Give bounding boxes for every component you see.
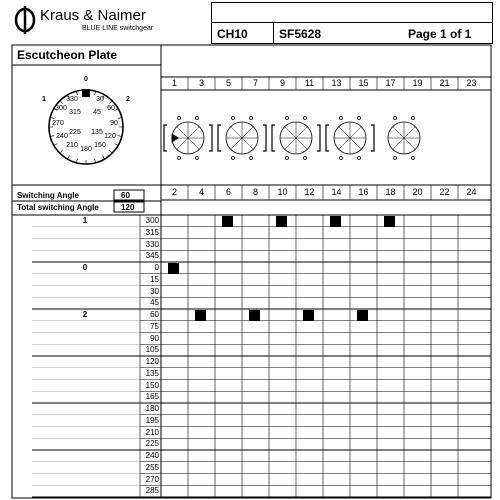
contact-bottom-number: 4 xyxy=(198,187,204,197)
brand-name: Kraus & Naimer xyxy=(40,7,146,24)
row-angle: 345 xyxy=(145,251,159,261)
row-angle: 255 xyxy=(145,462,159,472)
dial-angle-label: 270 xyxy=(52,120,64,127)
contact-top-number: 1 xyxy=(171,78,177,88)
dial-position-label: 1 xyxy=(42,96,46,103)
row-angle: 120 xyxy=(145,357,159,366)
contact-closed-mark xyxy=(384,216,395,227)
dial-angle-label: 150 xyxy=(94,142,106,149)
contact-closed-mark xyxy=(195,310,206,321)
row-angle: 165 xyxy=(145,392,159,402)
cam-deck-diagram xyxy=(164,117,212,160)
row-angle: 315 xyxy=(145,227,159,237)
row-angle: 75 xyxy=(150,321,159,331)
switching-angle-label: Switching Angle xyxy=(17,191,79,200)
row-angle: 210 xyxy=(145,427,159,437)
contact-closed-mark xyxy=(330,216,341,227)
dial-angle-label: 90 xyxy=(110,120,118,127)
contact-closed-mark xyxy=(168,263,179,274)
contact-bottom-number: 16 xyxy=(358,187,369,197)
contact-bottom-number: 14 xyxy=(331,187,342,197)
row-position: 2 xyxy=(82,310,88,319)
contact-top-number: 23 xyxy=(466,78,477,88)
contact-top-number: 19 xyxy=(412,78,423,88)
total-switching-value: 120 xyxy=(121,203,135,212)
row-angle: 270 xyxy=(145,474,159,484)
cam-deck-diagram xyxy=(388,117,420,160)
cam-deck-diagram xyxy=(326,117,374,160)
brand-tagline: BLUE LINE switchgear xyxy=(82,25,154,32)
row-angle: 15 xyxy=(150,274,159,284)
cam-deck-diagram xyxy=(218,117,266,160)
row-angle: 45 xyxy=(150,298,159,308)
row-angle: 225 xyxy=(145,439,159,449)
contact-closed-mark xyxy=(222,216,233,227)
contact-bottom-number: 22 xyxy=(439,187,450,197)
contact-top-number: 3 xyxy=(198,78,204,88)
escutcheon-title: Escutcheon Plate xyxy=(17,48,118,62)
dial-angle-label: 135 xyxy=(91,129,103,136)
contact-bottom-number: 20 xyxy=(412,187,423,197)
contact-closed-mark xyxy=(357,310,368,321)
dial-angle-label: 315 xyxy=(69,109,81,116)
contact-bottom-number: 8 xyxy=(252,187,258,197)
contact-top-number: 7 xyxy=(252,78,258,88)
cam-deck-diagram xyxy=(272,117,320,160)
dial-angle-label: 210 xyxy=(66,142,78,149)
contact-top-number: 17 xyxy=(385,78,396,88)
contact-top-number: 9 xyxy=(279,78,285,88)
dial-angle-label: 300 xyxy=(55,105,67,112)
contact-top-number: 15 xyxy=(358,78,369,88)
contact-bottom-number: 2 xyxy=(171,187,177,197)
contact-bottom-number: 24 xyxy=(466,187,477,197)
dial-angle-label: 180 xyxy=(80,146,92,153)
row-angle: 150 xyxy=(145,380,159,390)
contact-top-number: 11 xyxy=(304,78,315,88)
contact-top-number: 5 xyxy=(225,78,231,88)
dial-angle-label: 60 xyxy=(107,105,115,112)
dial-angle-label: 45 xyxy=(93,109,101,116)
header-page: Page 1 of 1 xyxy=(408,27,472,41)
header-part: SF5628 xyxy=(279,27,322,41)
row-angle: 180 xyxy=(145,404,159,413)
contact-bottom-number: 18 xyxy=(385,187,396,197)
dial-angle-label: 30 xyxy=(96,96,104,103)
row-angle: 285 xyxy=(145,486,159,496)
contact-bottom-number: 6 xyxy=(225,187,231,197)
contact-bottom-number: 10 xyxy=(277,187,288,197)
header-code: CH10 xyxy=(217,27,248,41)
dial-angle-label: 330 xyxy=(66,96,78,103)
contact-closed-mark xyxy=(303,310,314,321)
row-angle: 60 xyxy=(150,310,159,319)
switching-angle-value: 60 xyxy=(121,191,130,200)
contact-closed-mark xyxy=(276,216,287,227)
dial-position-label: 2 xyxy=(126,96,130,103)
row-angle: 240 xyxy=(145,451,159,460)
total-switching-label: Total switching Angle xyxy=(17,203,99,212)
row-angle: 105 xyxy=(145,345,159,355)
row-angle: 90 xyxy=(150,333,159,343)
row-angle: 0 xyxy=(154,263,159,272)
dial-angle-label: 240 xyxy=(56,133,68,140)
contact-top-number: 13 xyxy=(331,78,342,88)
row-position: 1 xyxy=(82,216,88,225)
row-angle: 135 xyxy=(145,368,159,378)
row-angle: 195 xyxy=(145,415,159,425)
contact-closed-mark xyxy=(249,310,260,321)
row-angle: 300 xyxy=(145,216,159,225)
dial-angle-label: 120 xyxy=(104,133,116,140)
row-angle: 330 xyxy=(145,239,159,249)
dial-position-label: 0 xyxy=(84,76,88,83)
contact-bottom-number: 12 xyxy=(304,187,315,197)
contact-top-number: 21 xyxy=(439,78,450,88)
dial-angle-label: 225 xyxy=(69,129,81,136)
row-position: 0 xyxy=(82,263,88,272)
row-angle: 30 xyxy=(150,286,159,296)
